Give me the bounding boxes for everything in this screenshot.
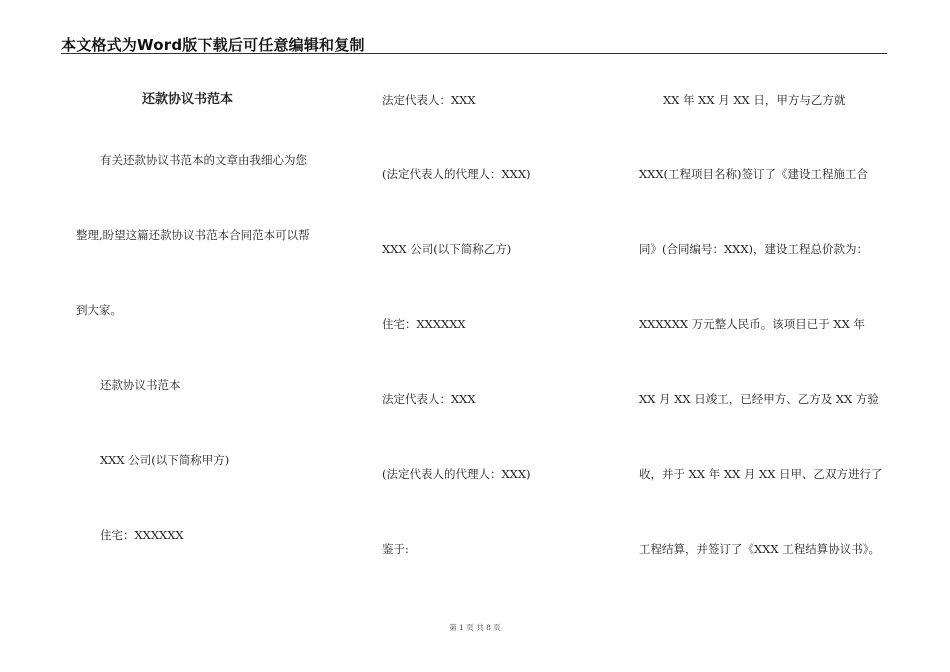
right-line-1: XX 年 XX 月 XX 日，甲方与乙方就 [663, 93, 846, 107]
middle-line-3: XXX 公司(以下简称乙方) [382, 242, 512, 256]
right-line-3: 同》(合同编号：XXX)，建设工程总价款为： [639, 242, 869, 256]
middle-line-7: 鉴于: [382, 542, 409, 556]
middle-line-6: (法定代表人的代理人：XXX) [382, 467, 531, 481]
document-title: 还款协议书范本 [142, 92, 234, 107]
right-line-2: XXX(工程项目名称)签订了《建设工程施工合 [639, 167, 869, 181]
page-footer: 第 1 页 共 8 页 [449, 623, 501, 632]
left-line-5: XXX 公司(以下简称甲方) [100, 453, 230, 467]
right-line-7: 工程结算，并签订了《XXX 工程结算协议书》。 [639, 542, 880, 556]
right-line-4: XXXXXX 万元整人民币。该项目已于 XX 年 [639, 317, 865, 331]
left-line-3: 到大家。 [76, 303, 122, 317]
middle-line-5: 法定代表人：XXX [382, 392, 476, 406]
left-line-4: 还款协议书范本 [100, 378, 181, 392]
left-line-6: 住宅：XXXXXX [100, 528, 184, 542]
left-line-2: 整理,盼望这篇还款协议书范本合同范本可以帮 [76, 228, 310, 242]
middle-line-2: (法定代表人的代理人：XXX) [382, 167, 531, 181]
header-divider [61, 53, 887, 54]
right-line-6: 收，并于 XX 年 XX 月 XX 日甲、乙双方进行了 [639, 467, 883, 481]
page-header: 本文格式为Word版下载后可任意编辑和复制 [61, 36, 365, 54]
left-line-1: 有关还款协议书范本的文章由我细心为您 [100, 153, 307, 167]
middle-line-1: 法定代表人：XXX [382, 93, 476, 107]
right-line-5: XX 月 XX 日竣工，已经甲方、乙方及 XX 方验 [639, 392, 879, 406]
middle-line-4: 住宅：XXXXXX [382, 317, 466, 331]
